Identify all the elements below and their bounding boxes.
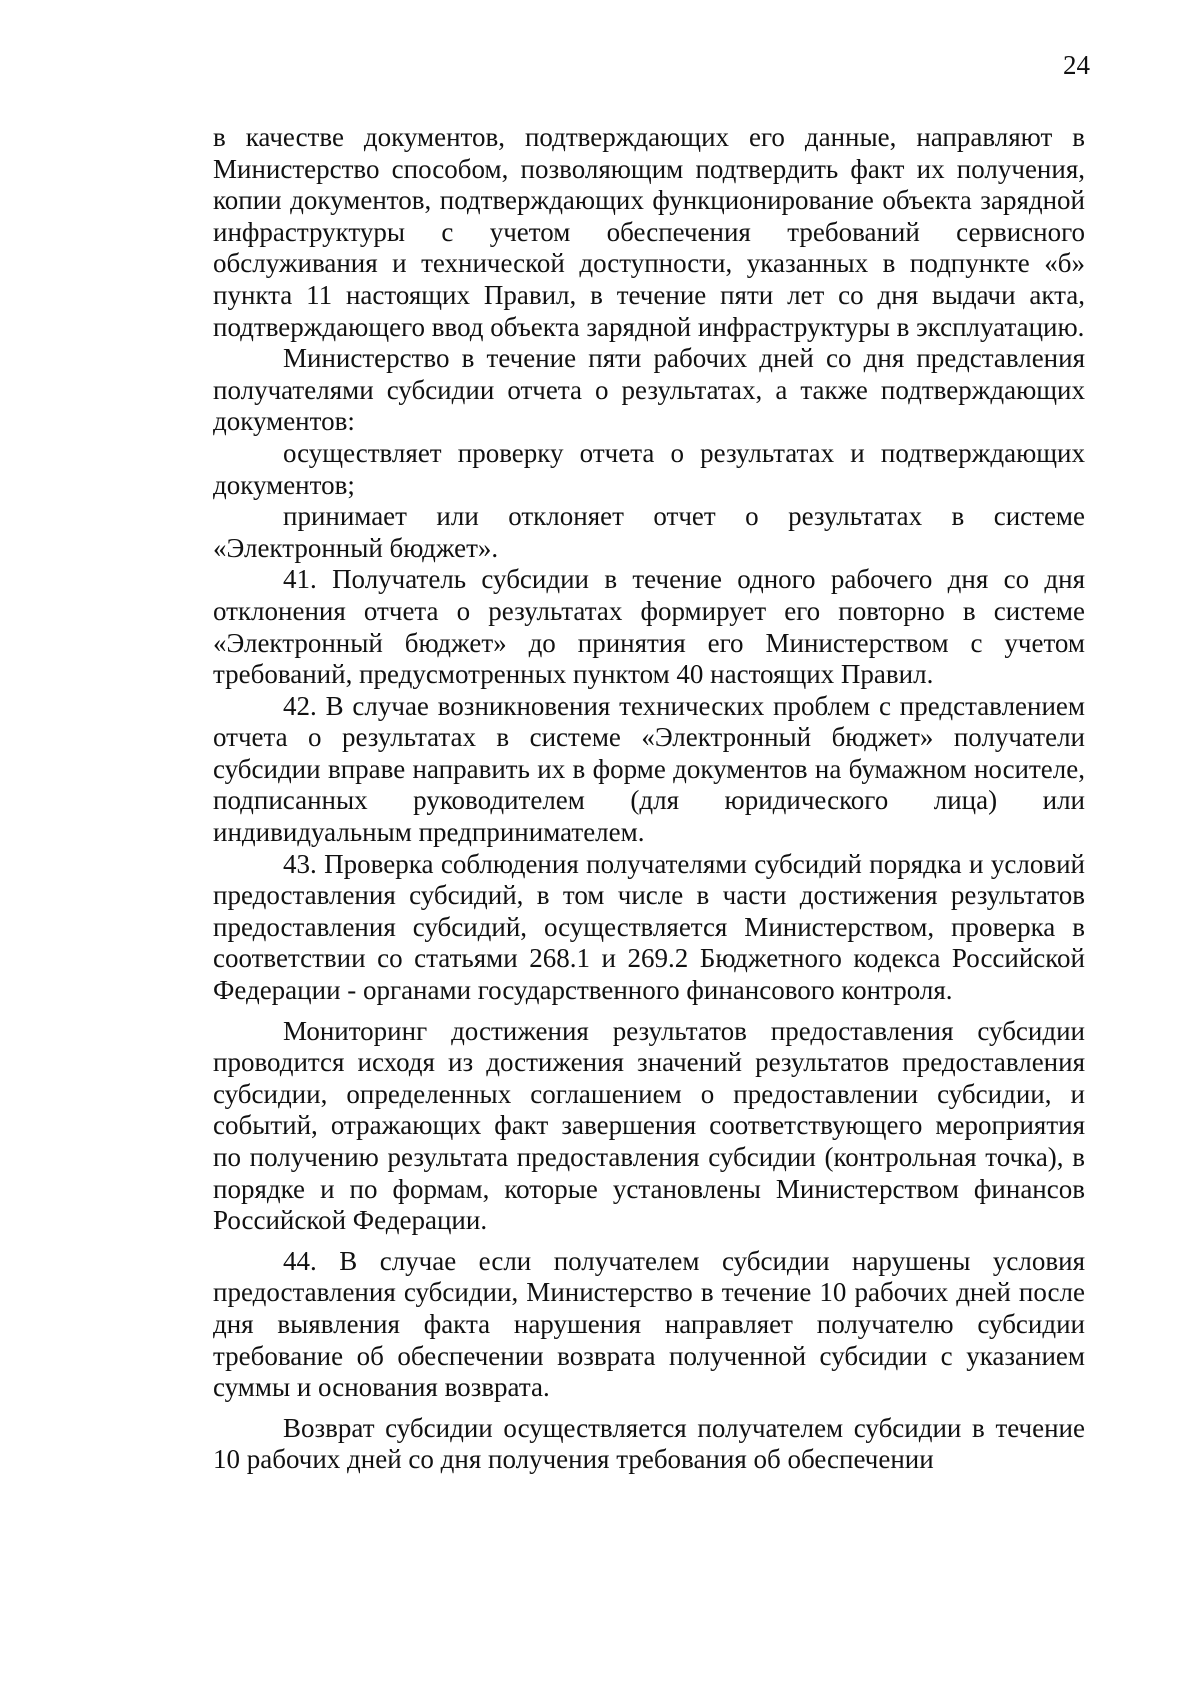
paragraph-item-41: 41. Получатель субсидии в течение одного рабочего дня со дня отклонения отчета о результатах формирует его повторно в системе «Электронный бюджет» до принятия его Министерством с учетом требований, предусмотренных пунктом 40 настоящих Правил. (213, 564, 1085, 690)
paragraph-item-42: 42. В случае возникновения технических проблем с представлением отчета о результатах в системе «Электронный бюджет» получатели субсидии вправе направить их в форме документов на бумажном носителе, подписанных руководителем (для юридического лица) или индивидуальным предпринимателем. (213, 690, 1085, 848)
paragraph-check-report: осуществляет проверку отчета о результатах и подтверждающих документов; (213, 437, 1085, 500)
paragraph-refund: Возврат субсидии осуществляется получателем субсидии в течение 10 рабочих дней со дня получения требования об обеспечении (213, 1412, 1085, 1475)
paragraph-ministry-review: Министерство в течение пяти рабочих дней со дня представления получателями субсидии отчета о результатах, а также подтверждающих документов: (213, 343, 1085, 437)
paragraph-continuation: в качестве документов, подтверждающих его данные, направляют в Министерство способом, позволяющим подтвердить факт их получения, копии документов, подтверждающих функционирование объекта зарядной инфраструктуры с учетом обеспечения требований сервисного обслуживания и технической доступности, указанных в подпункте «б» пункта 11 настоящих Правил, в течение пяти лет со дня выдачи акта, подтверждающего ввод объекта зарядной инфраструктуры в эксплуатацию. (213, 122, 1085, 342)
page-number: 24 (1063, 50, 1090, 80)
paragraph-item-43: 43. Проверка соблюдения получателями субсидий порядка и условий предоставления субсидий, в том числе в части достижения результатов предоставления субсидий, осуществляется Министерством, проверка в соответствии со статьями 268.1 и 269.2 Бюджетного кодекса Российской Федерации - органами государственного финансового контроля. (213, 848, 1085, 1006)
paragraph-accept-reject: принимает или отклоняет отчет о результатах в системе «Электронный бюджет». (213, 501, 1085, 563)
paragraph-item-44: 44. В случае если получателем субсидии нарушены условия предоставления субсидии, Министерство в течение 10 рабочих дней после дня выявления факта нарушения направляет получателю субсидии требование об обеспечении возврата полученной субсидии с указанием суммы и основания возврата. (213, 1245, 1085, 1403)
paragraph-monitoring: Мониторинг достижения результатов предоставления субсидии проводится исходя из достижения значений результатов предоставления субсидии, определенных соглашением о предоставлении субсидии, и событий, отражающих факт завершения соответствующего мероприятия по получению результата предоставления субсидии (контрольная точка), в порядке и по формам, которые установлены Министерством финансов Российской Федерации. (213, 1015, 1085, 1236)
document-body (213, 122, 1085, 1476)
